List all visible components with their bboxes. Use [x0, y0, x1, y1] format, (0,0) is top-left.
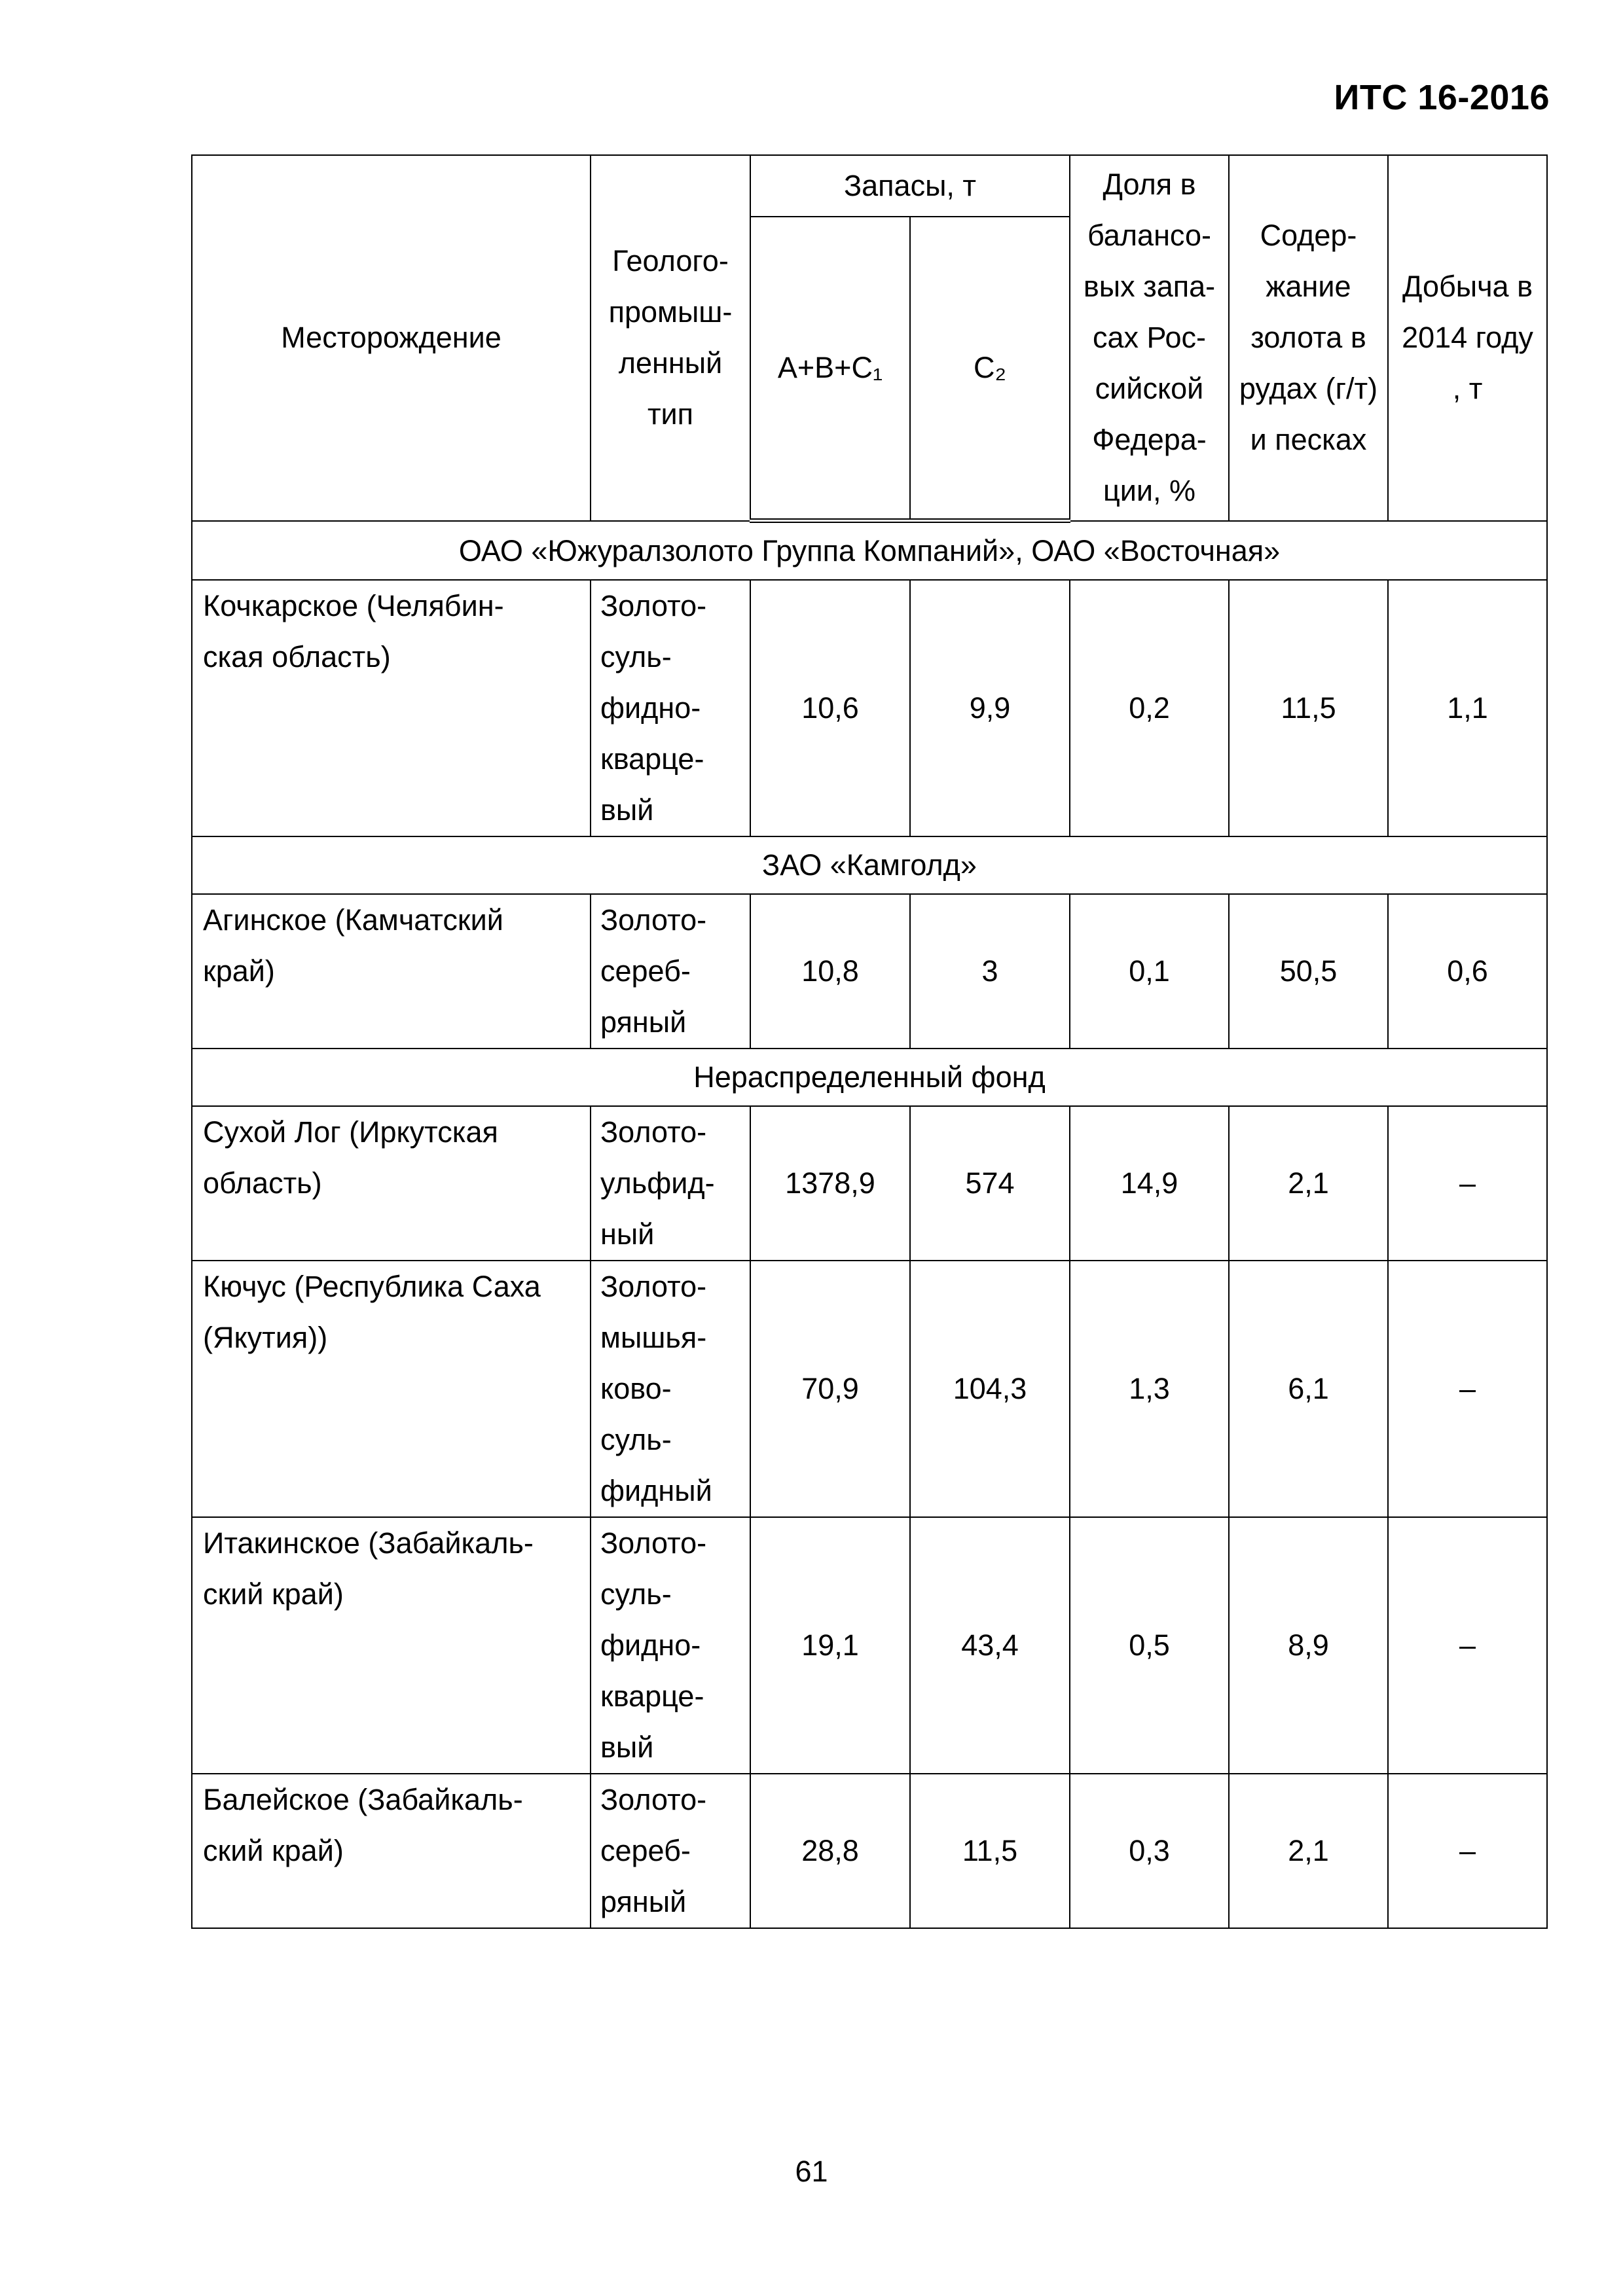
production-2014: – — [1388, 1774, 1547, 1928]
page-number: 61 — [795, 2155, 828, 2188]
cell-line: Кочкарское (Челябин- — [203, 589, 504, 622]
cell-line: 2014 году — [1402, 321, 1533, 355]
cell-line: ции, % — [1103, 474, 1196, 508]
deposit-name — [192, 894, 591, 1049]
cell-line: золота в — [1250, 321, 1366, 355]
table-body — [192, 521, 1547, 1929]
group-header-row — [192, 836, 1547, 894]
header-row-1 — [192, 155, 1547, 217]
group-header-row — [192, 521, 1547, 581]
cell-line: суль- — [600, 1423, 672, 1456]
cell-line: Золото- — [600, 1270, 707, 1303]
gold-content: 11,5 — [1229, 580, 1388, 836]
cell-line: вый — [600, 793, 654, 827]
deposit-type — [591, 1106, 750, 1261]
deposit-type — [591, 580, 750, 836]
cell-line: Итакинское (Забайкаль- — [203, 1526, 534, 1560]
cell-line: кварце- — [600, 1679, 704, 1713]
share-percent: 0,5 — [1070, 1517, 1229, 1774]
cell-line: Геолого- — [612, 244, 729, 278]
table-row — [192, 1261, 1547, 1517]
header-type — [591, 155, 750, 521]
cell-line: вый — [600, 1731, 654, 1764]
production-2014: – — [1388, 1517, 1547, 1774]
cell-line: жание — [1266, 270, 1351, 304]
cell-line: ский край) — [203, 1834, 344, 1867]
cell-line: балансо- — [1087, 219, 1211, 253]
cell-line: Агинское (Камчатский — [203, 903, 503, 937]
cell-line: ульфид- — [600, 1166, 715, 1200]
cell-line: ская область) — [203, 640, 391, 673]
deposit-type — [591, 1774, 750, 1928]
gold-content: 2,1 — [1229, 1774, 1388, 1928]
reserves-c2: 574 — [910, 1106, 1070, 1261]
cell-line: Золото- — [600, 1115, 707, 1149]
deposit-type — [591, 1261, 750, 1517]
deposit-name — [192, 580, 591, 836]
cell-line: сереб- — [600, 954, 691, 988]
deposit-type — [591, 894, 750, 1049]
cell-line: область) — [203, 1166, 322, 1200]
cell-line: рудах (г/т) — [1239, 372, 1378, 406]
reserves-c2: 9,9 — [910, 580, 1070, 836]
cell-line: Золото- — [600, 589, 707, 622]
cell-line: фидный — [600, 1474, 712, 1507]
header-production — [1388, 155, 1547, 521]
share-percent: 0,1 — [1070, 894, 1229, 1049]
cell-line: ленный — [618, 346, 723, 380]
reserves-abc: 28,8 — [750, 1774, 910, 1928]
cell-line: край) — [203, 954, 275, 988]
cell-line: Золото- — [600, 903, 707, 937]
cell-line: (Якутия)) — [203, 1321, 328, 1354]
cell-line: Сухой Лог (Иркутская — [203, 1115, 498, 1149]
table-row — [192, 580, 1547, 836]
cell-line: Содер- — [1260, 219, 1357, 253]
production-2014: – — [1388, 1261, 1547, 1517]
header-deposit: Месторождение — [192, 155, 591, 521]
document-code: ИТС 16-2016 — [1334, 78, 1550, 117]
cell-line: суль- — [600, 640, 672, 673]
cell-line: Федера- — [1092, 423, 1207, 457]
cell-line: кварце- — [600, 742, 704, 776]
cell-line: Золото- — [600, 1526, 707, 1560]
table-row — [192, 1106, 1547, 1261]
cell-line: фидно- — [600, 691, 701, 725]
gold-deposits-table — [191, 154, 1548, 1929]
reserves-c2: 3 — [910, 894, 1070, 1049]
production-2014: 0,6 — [1388, 894, 1547, 1049]
table-row — [192, 1774, 1547, 1928]
gold-content: 6,1 — [1229, 1261, 1388, 1517]
share-percent: 1,3 — [1070, 1261, 1229, 1517]
cell-line: Кючус (Республика Саха — [203, 1270, 541, 1303]
cell-line: суль- — [600, 1577, 672, 1611]
reserves-abc: 10,6 — [750, 580, 910, 836]
cell-line: ряный — [600, 1005, 687, 1039]
header-abc: А+В+С₁ — [750, 217, 910, 521]
share-percent: 0,3 — [1070, 1774, 1229, 1928]
deposit-name — [192, 1261, 591, 1517]
cell-line: тип — [647, 397, 694, 431]
cell-line: вых запа- — [1083, 270, 1216, 304]
reserves-abc: 70,9 — [750, 1261, 910, 1517]
group-title: ОАО «Южуралзолото Группа Компаний», ОАО «Восточная» — [192, 521, 1547, 581]
reserves-c2: 43,4 — [910, 1517, 1070, 1774]
gold-content: 2,1 — [1229, 1106, 1388, 1261]
header-share — [1070, 155, 1229, 521]
gold-content: 50,5 — [1229, 894, 1388, 1049]
cell-line: Золото- — [600, 1783, 707, 1816]
gold-content: 8,9 — [1229, 1517, 1388, 1774]
cell-line: ский край) — [203, 1577, 344, 1611]
share-percent: 0,2 — [1070, 580, 1229, 836]
reserves-c2: 11,5 — [910, 1774, 1070, 1928]
cell-line: сах Рос- — [1092, 321, 1207, 355]
cell-line: и песках — [1250, 423, 1367, 457]
reserves-c2: 104,3 — [910, 1261, 1070, 1517]
reserves-abc: 19,1 — [750, 1517, 910, 1774]
cell-line: ряный — [600, 1885, 687, 1918]
deposit-name — [192, 1517, 591, 1774]
group-title: Нераспределенный фонд — [192, 1049, 1547, 1106]
header-reserves: Запасы, т — [750, 155, 1070, 217]
deposit-type — [591, 1517, 750, 1774]
cell-line: промыш- — [608, 295, 733, 329]
table-row — [192, 1517, 1547, 1774]
group-header-row — [192, 1049, 1547, 1106]
reserves-abc: 1378,9 — [750, 1106, 910, 1261]
deposit-name — [192, 1774, 591, 1928]
cell-line: Балейское (Забайкаль- — [203, 1783, 523, 1816]
production-2014: 1,1 — [1388, 580, 1547, 836]
share-percent: 14,9 — [1070, 1106, 1229, 1261]
cell-line: , т — [1452, 372, 1483, 406]
group-title: ЗАО «Камголд» — [192, 836, 1547, 894]
header-c2: С₂ — [910, 217, 1070, 521]
cell-line: фидно- — [600, 1628, 701, 1662]
cell-line: мышья- — [600, 1321, 707, 1354]
cell-line: ково- — [600, 1372, 672, 1405]
production-2014: – — [1388, 1106, 1547, 1261]
reserves-abc: 10,8 — [750, 894, 910, 1049]
deposit-name — [192, 1106, 591, 1261]
header-content — [1229, 155, 1388, 521]
cell-line: ный — [600, 1217, 655, 1251]
cell-line: сийской — [1095, 372, 1204, 406]
cell-line: Доля в — [1103, 168, 1196, 202]
cell-line: сереб- — [600, 1834, 691, 1867]
cell-line: Добыча в — [1402, 270, 1533, 304]
table-row — [192, 894, 1547, 1049]
